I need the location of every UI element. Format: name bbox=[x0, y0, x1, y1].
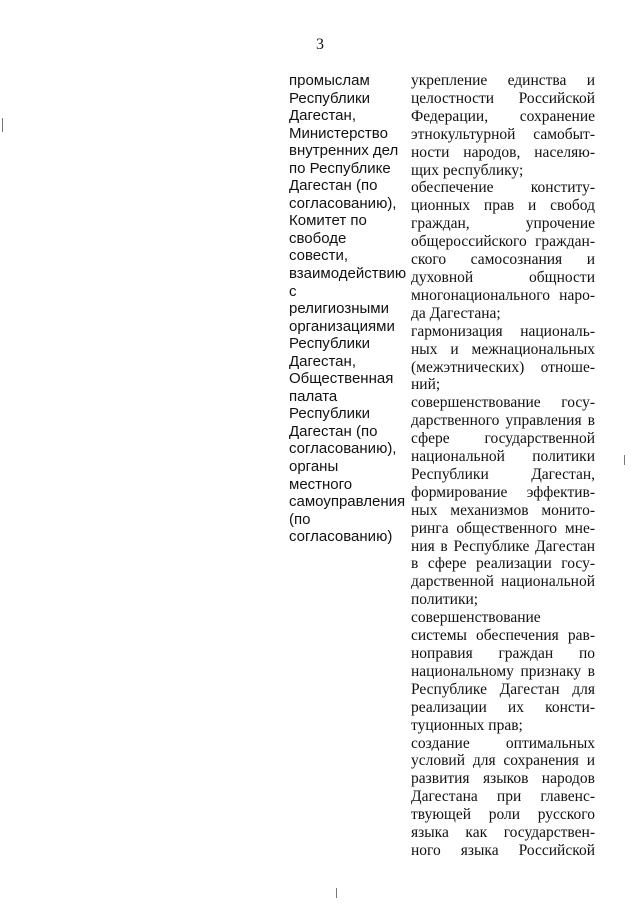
right-column-line: ционных прав и свобод bbox=[411, 197, 595, 215]
right-column-line: ных и межнациональных bbox=[411, 340, 595, 358]
left-column-line: взаимодействию bbox=[289, 265, 407, 283]
left-column-line: Республики bbox=[289, 89, 370, 107]
left-column-line: промыслам bbox=[289, 72, 370, 89]
left-column-line: Дагестан, bbox=[289, 352, 356, 370]
right-column-line: условий для сохранения и bbox=[411, 752, 595, 770]
scan-artifact bbox=[2, 118, 3, 132]
left-column-line: органы местного bbox=[289, 458, 353, 493]
right-column-line: национальной политики bbox=[411, 448, 595, 466]
left-column-line: Дагестан, bbox=[289, 107, 356, 125]
responsible-executors-column bbox=[289, 72, 407, 546]
right-column-line: этнокультурной самобыт- bbox=[411, 125, 595, 143]
left-column-line: палата bbox=[289, 387, 338, 405]
right-column-line: ности народов, населяю- bbox=[411, 143, 595, 161]
right-column-line: сфере государственной bbox=[411, 430, 595, 448]
right-column-line: твующей роли русского bbox=[411, 806, 595, 824]
right-column-line: формирование эффектив- bbox=[411, 483, 595, 501]
right-column-line: Республики Дагестан, bbox=[411, 465, 595, 483]
right-column-line: национальному признаку в bbox=[411, 662, 595, 680]
right-column-line: создание оптимальных bbox=[411, 734, 595, 752]
right-column-line: ния в Республике Дагестан bbox=[411, 537, 595, 555]
left-column-line: согласованию), bbox=[289, 440, 397, 458]
left-column-line: Общественная bbox=[289, 370, 394, 388]
right-column-line: (межэтнических) отноше- bbox=[411, 358, 595, 376]
right-column-line: дарственного управления в bbox=[411, 412, 595, 430]
left-column-line: (по bbox=[289, 510, 311, 528]
right-column-line: обеспечение конститу- bbox=[411, 179, 595, 197]
right-column-line: ского самосознания и bbox=[411, 251, 595, 269]
right-column-line: ринга общественного мне- bbox=[411, 519, 595, 537]
scan-artifact bbox=[336, 888, 337, 898]
right-column-line: Дагестана при главенс- bbox=[411, 788, 595, 806]
left-column-line: свободе совести, bbox=[289, 229, 349, 265]
left-column-line: Республики bbox=[289, 405, 370, 423]
right-column-line: духовной общности bbox=[411, 268, 595, 286]
left-column-line: согласованию), bbox=[289, 194, 397, 212]
right-column-line: граждан, упрочение bbox=[411, 215, 595, 233]
right-column-line: целостности Российской bbox=[411, 89, 595, 107]
left-column-line: по Республике bbox=[289, 159, 391, 177]
right-column-line: ний; bbox=[411, 376, 441, 394]
right-column-line: многонационального наро- bbox=[411, 286, 595, 304]
left-column-line: согласованию) bbox=[289, 528, 393, 546]
page-number: 3 bbox=[316, 36, 324, 53]
scan-artifact bbox=[624, 455, 625, 465]
left-column-line: Комитет по bbox=[289, 212, 367, 230]
right-column-line: щих республику; bbox=[411, 161, 524, 179]
right-column-line: Республике Дагестан для bbox=[411, 680, 595, 698]
right-column-line: Федерации, сохранение bbox=[411, 107, 595, 125]
right-column-line: ных механизмов монито- bbox=[411, 501, 595, 519]
right-column-line: ноправия граждан по bbox=[411, 645, 595, 662]
left-column-line: самоуправления bbox=[289, 493, 406, 511]
left-column-line: Министерство bbox=[289, 124, 388, 142]
left-column-line: Дагестан (по bbox=[289, 177, 378, 195]
left-column-line: Дагестан (по bbox=[289, 422, 378, 440]
right-column-line: развития языков народов bbox=[411, 770, 595, 788]
right-column-line: укрепление единства и bbox=[411, 72, 595, 89]
right-column-line: системы обеспечения рав- bbox=[411, 627, 595, 645]
right-column-line: языка как государствен- bbox=[411, 824, 595, 842]
left-column-line: с религиозными bbox=[289, 282, 389, 318]
right-column-line: дарственной национальной bbox=[411, 573, 595, 591]
left-column-line: организациями bbox=[289, 317, 395, 335]
right-column-line: совершенствование bbox=[411, 609, 541, 627]
right-column-line: политики; bbox=[411, 591, 479, 609]
right-column-line: в сфере реализации госу- bbox=[411, 555, 595, 573]
right-column-line: туционных прав; bbox=[411, 716, 523, 734]
left-column-line: Республики bbox=[289, 335, 370, 353]
objectives-column bbox=[411, 72, 595, 860]
right-column-line: ного языка Российской bbox=[411, 841, 595, 859]
right-column-line: гармонизация националь- bbox=[411, 322, 595, 340]
right-column-line: да Дагестана; bbox=[411, 304, 501, 322]
right-column-line: реализации их консти- bbox=[411, 698, 595, 716]
left-column-line: внутренних дел bbox=[289, 142, 399, 160]
right-column-line: общероссийского граждан- bbox=[411, 233, 595, 251]
right-column-line: совершенствование госу- bbox=[411, 394, 595, 412]
